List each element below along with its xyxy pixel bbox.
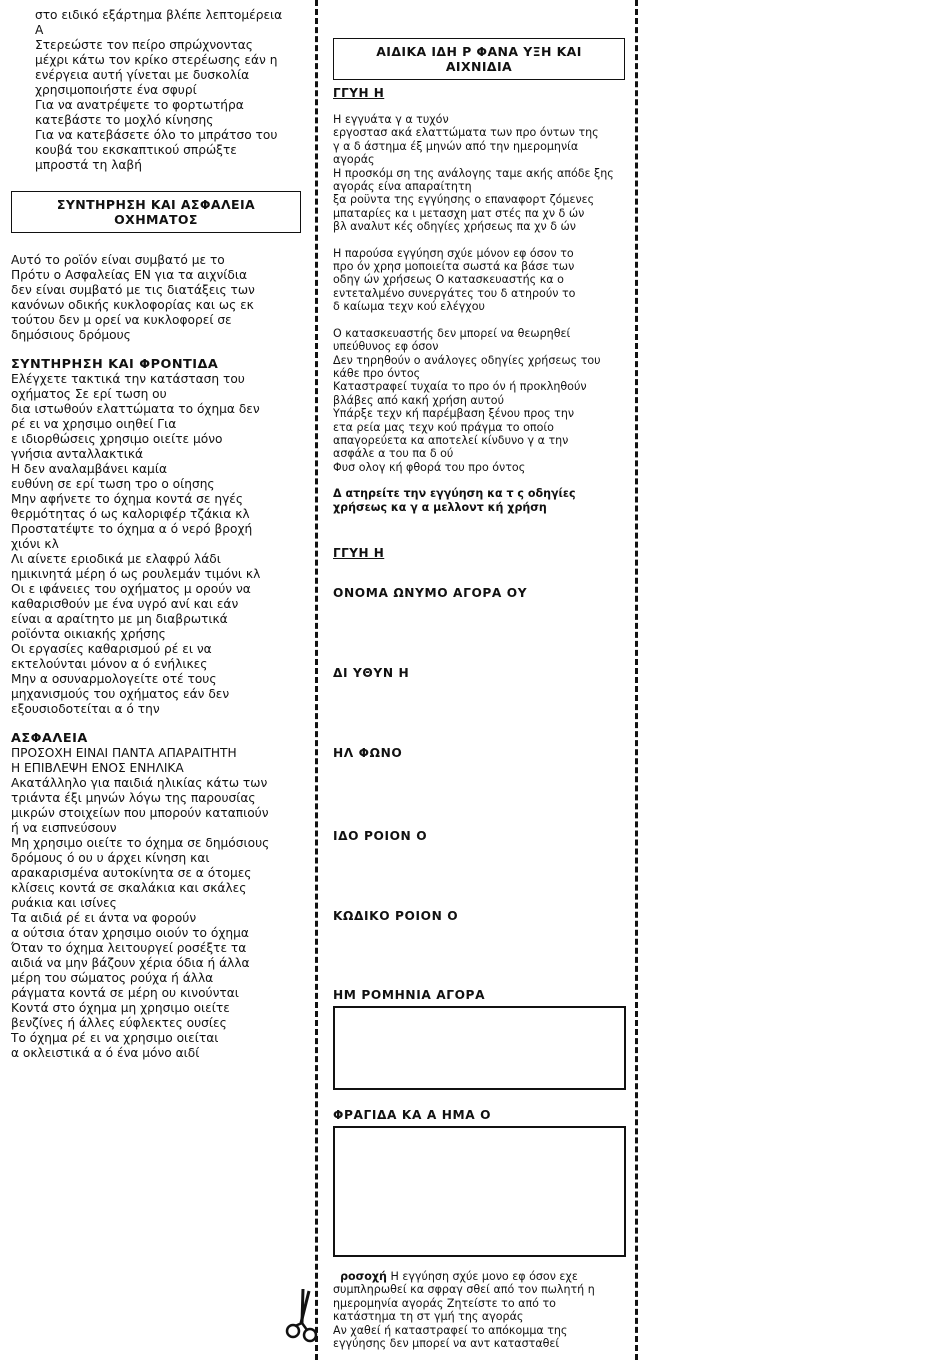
text-line: Στερεώστε τον πείρο σπρώχνοντας <box>35 38 253 52</box>
maintenance-safety-title <box>11 191 301 233</box>
shop-stamp-box[interactable] <box>333 1126 626 1257</box>
text-line: εκτελούνται μόνον α ό ενήλικες <box>11 657 208 671</box>
text-line: Λι αίνετε εριοδικά με ελαφρύ λάδι <box>11 552 221 566</box>
text-line: χρήσεως κα γ α μελλοντ κή χρήση <box>333 500 547 514</box>
text-line: εγγύησης δεν μπορεί να αντ κατασταθεί <box>333 1337 560 1351</box>
stamp-note <box>333 1270 595 1350</box>
text-line: υπεύθυνος εφ όσον <box>333 340 439 354</box>
product-code-label: ΚΩΔΙΚΟ ΡΟΙΟΝ Ο <box>333 909 459 923</box>
text-line: ή να εισπνεύσουν <box>11 821 117 835</box>
text-line: αγοράς <box>333 153 375 167</box>
product-type-label: ΙΔΟ ΡΟΙΟΝ Ο <box>333 829 428 843</box>
text-line: κάθε προ όντος <box>333 366 421 380</box>
text-line: Δ ατηρείτε την εγγύηση κα τ ς οδηγίες <box>333 487 576 501</box>
care-list <box>11 372 301 717</box>
text-line: Προστατέψτε το όχημα α ό νερό βροχή <box>11 522 253 536</box>
keep-instructions-note <box>333 487 625 514</box>
text-line: μηχανισμούς του οχήματος εάν δεν <box>11 687 230 701</box>
shop-stamp-label: ΦΡΑΓΙΔΑ ΚΑ Α ΗΜΑ Ο <box>333 1108 492 1122</box>
text-line: κατεβάστε το μοχλό κίνησης <box>35 113 214 127</box>
text-line: δια ιστωθούν ελαττώματα το όχημα δεν <box>11 402 260 416</box>
text-line: ετα ρεία μας τεχν κού πράγμα το οποίο <box>333 420 554 434</box>
text-line: Για να ανατρέψετε το φορτωτήρα <box>35 98 244 112</box>
text-line: δεν είναι συμβατό με τις διατάξεις των <box>11 283 255 297</box>
text-line: Μη χρησιμο οιείτε το όχημα σε δημόσιους <box>11 836 270 850</box>
text-line: οδηγ ών χρήσεως Ο κατασκευαστής κα ο <box>333 273 564 287</box>
text-line: τούτου δεν μ ορεί να κυκλοφορεί σε <box>11 313 232 327</box>
title-line: ΑΙΧΝΙΔΙΑ <box>445 59 513 74</box>
guarantee-terms <box>333 113 625 234</box>
text-line: κανόνων οδικής κυκλοφορίας και ως εκ <box>11 298 254 312</box>
scissors-icon <box>281 1287 323 1347</box>
text-line: Η προσκόμ ση της ανάλογης ταμε ακής απόδε ξης <box>333 166 614 180</box>
text-line: Οι εργασίες καθαρισμού ρέ ει να <box>11 642 212 656</box>
text-line: ρυάκια και ισίνες <box>11 896 117 910</box>
phone-label: ΗΛ ΦΩΝΟ <box>333 746 403 760</box>
text-line: βλ αναλυτ κές οδηγίες χρήσεως πα χν δ ών <box>333 220 577 234</box>
compatibility-note <box>11 253 301 343</box>
text-line: μπαταρίες κα ι μετασχη ματ στές πα χν δ ών <box>333 206 585 220</box>
guarantee-column <box>333 38 625 514</box>
text-line: μπροστά τη λαβή <box>35 158 142 172</box>
text-line: Αν χαθεί ή καταστραφεί το απόκομμα της <box>333 1323 568 1337</box>
title-line: ΣΥΝΤΗΡΗΣΗ ΚΑΙ ΑΣΦΑΛΕΙΑ <box>56 197 256 212</box>
text-line: Η δεν αναλαμβάνει καμία <box>11 462 167 476</box>
text-line: δημόσιους δρόμους <box>11 328 131 342</box>
guarantee-validity <box>333 247 625 314</box>
text-line: ράγματα κοντά σε μέρη ου κινούνται <box>11 986 239 1000</box>
text-line: Φυσ ολογ κή φθορά του προ όντος <box>333 460 526 474</box>
text-line: είναι α αραίτητο με μη διαβρωτικά <box>11 612 228 626</box>
text-line: τριάντα έξι μηνών λόγω της παρουσίας <box>11 791 256 805</box>
text-line: προ όν χρησ μοποιείτα σωστά κα βάσε των <box>333 260 575 274</box>
text-line: Πρότυ ο Ασφαλείας ΕΝ για τα αιχνίδια <box>11 268 247 282</box>
text-line: ροϊόντα οικιακής χρήσης <box>11 627 166 641</box>
text-line: εργοστασ ακά ελαττώματα των προ όντων της <box>333 126 599 140</box>
text-line: ημερομηνία αγοράς Ζητείστε το από το <box>333 1296 556 1310</box>
title-line: ΟΧΗΜΑΤΟΣ <box>114 212 198 227</box>
text-line: ασφάλε α του πα δ ού <box>333 447 454 461</box>
text-line: Οι ε ιφάνειες του οχήματος μ ορούν να <box>11 582 251 596</box>
cut-line-right <box>635 0 638 1360</box>
text-line: Μην α οσυναρμολογείτε οτέ τους <box>11 672 217 686</box>
text-line: εντεταλμένο συνεργάτες του δ ατηρούν το <box>333 286 576 300</box>
text-line: χιόνι κλ <box>11 537 59 551</box>
care-heading: ΣΥΝΤΗΡΗΣΗ ΚΑΙ ΦΡΟΝΤΙΔΑ <box>11 357 219 372</box>
text-line: καθαρισθούν με ένα υγρό ανί και εάν <box>11 597 239 611</box>
guarantee-heading: ΓΓΥΗ Η <box>333 86 385 100</box>
guarantee-form-heading: ΓΓΥΗ Η <box>333 546 385 560</box>
guarantee-card-title <box>333 38 625 80</box>
text-line: γνήσια ανταλλακτικά <box>11 447 144 461</box>
text-line: δ καίωμα τεχν κού ελέγχου <box>333 300 485 314</box>
text-line: Η εγγυάτα γ α τυχόν <box>333 113 449 126</box>
text-line: γ α δ άστημα έξ μηνών από την ημερομηνία <box>333 139 579 153</box>
text-line: Δεν τηρηθούν ο ανάλογες οδηγίες χρήσεως του <box>333 353 601 367</box>
text-line: Κοντά στο όχημα μη χρησιμο οιείτε <box>11 1001 230 1015</box>
text-line: αρακαρισμένα αυτοκίνητα σε α ότομες <box>11 866 252 880</box>
text-line: Αυτό το ροϊόν είναι συμβατό με το <box>11 253 225 267</box>
title-line: ΑΙΔΙΚΑ ΙΔΗ Ρ ΦΑΝΑ ΥΞΗ ΚΑΙ <box>376 44 582 59</box>
text-line: Ακατάλληλο για παιδιά ηλικίας κάτω των <box>11 776 268 790</box>
text-line: ΠΡΟΣΟΧΗ ΕΙΝΑΙ ΠΑΝΤΑ ΑΠΑΡΑΙΤΗΤΗ <box>11 746 237 760</box>
text-line: ημικινητά μέρη ό ως ρουλεμάν τιμόνι κλ <box>11 567 261 581</box>
text-line: μικρών στοιχείων που μπορούν καταπιούν <box>11 806 269 820</box>
assembly-instructions <box>11 8 301 173</box>
text-line: ξα ροϋντα της εγγύησης ο επαναφορτ ζόμενες <box>333 193 595 207</box>
text-line: αγοράς είνα απαραίτητη <box>333 180 472 194</box>
text-line: Το όχημα ρέ ει να χρησιμο οιείται <box>11 1031 219 1045</box>
safety-heading: ΑΣΦΑΛΕΙΑ <box>11 731 88 746</box>
buyer-name-label: ΟΝΟΜΑ ΩΝΥΜΟ ΑΓΟΡΑ ΟΥ <box>333 586 528 600</box>
address-label: ΔΙ ΥΘΥΝ Η <box>333 666 410 680</box>
text-line: Α <box>35 23 44 37</box>
note-first-line <box>333 1270 595 1283</box>
text-line: α οκλειστικά α ό ένα μόνο αιδί <box>11 1046 200 1060</box>
text-line: Για να κατεβάσετε όλο το μπράτσο του <box>35 128 278 142</box>
guarantee-exclusions <box>333 327 625 474</box>
text-line: βλάβες από κακή χρήση αυτού <box>333 393 505 407</box>
text-line: απαγορεύετα κα αποτελεί κίνδυνο γ α την <box>333 433 569 447</box>
safety-list <box>11 776 301 1061</box>
text-line: δρόμους ό ου υ άρχει κίνηση και <box>11 851 210 865</box>
note-first-line-text: Η εγγύηση σχύε μονο εφ όσον εχε <box>386 1270 578 1283</box>
text-line: χρησιμοποιήστε ένα σφυρί <box>35 83 197 97</box>
text-line: Η ΕΠΙΒΛΕΨΗ ΕΝΟΣ ΕΝΗΛΙΚΑ <box>11 761 184 775</box>
text-line: Ο κατασκευαστής δεν μπορεί να θεωρηθεί <box>333 326 571 340</box>
instructions-column <box>11 8 301 1061</box>
text-line: εξουσιοδοτείται α ό την <box>11 702 160 716</box>
text-line: α ούτσια όταν χρησιμο οιούν το όχημα <box>11 926 249 940</box>
text-line: Τα αιδιά ρέ ει άντα να φορούν <box>11 911 197 925</box>
text-line: Η παρούσα εγγύηση σχύε μόνον εφ όσον το <box>333 246 574 260</box>
text-line: ε ιδιορθώσεις χρησιμο οιείτε μόνο <box>11 432 223 446</box>
text-line: Καταστραφεί τυχαία το προ όν ή προκληθούν <box>333 380 587 394</box>
text-line: κουβά του εκσκαπτικού σπρώξτε <box>35 143 237 157</box>
text-line: Μην αφήνετε το όχημα κοντά σε ηγές <box>11 492 244 506</box>
text-line: κατάστημα τη στ γμή της αγοράς <box>333 1310 524 1324</box>
text-line: Ελέγχετε τακτικά την κατάσταση του <box>11 372 245 386</box>
text-line: ευθύνη σε ερί τωση τρο ο οίησης <box>11 477 215 491</box>
text-line: οχήματος Σε ερί τωση ου <box>11 387 167 401</box>
text-line: μέχρι κάτω τον κρίκο στερέωσης εάν η <box>35 53 278 67</box>
safety-warning <box>11 746 301 776</box>
text-line: στο ειδικό εξάρτημα βλέπε λεπτομέρεια <box>35 8 283 22</box>
text-line: ενέργεια αυτή γίνεται με δυσκολία <box>35 68 250 82</box>
text-line: αιδιά να μην βάζουν χέρια όδια ή άλλα <box>11 956 250 970</box>
text-line: Όταν το όχημα λειτουργεί ροσέξτε τα <box>11 941 247 955</box>
text-line: κλίσεις κοντά σε σκαλάκια και σκάλες <box>11 881 247 895</box>
cut-line-left <box>315 0 318 1360</box>
text-line: ρέ ει να χρησιμο οιηθεί Για <box>11 417 177 431</box>
purchase-date-box[interactable] <box>333 1006 626 1090</box>
text-line: συμπληρωθεί κα σφραγ σθεί από τον πωλητή η <box>333 1283 595 1297</box>
text-line: Υπάρξε τεχν κή παρέμβαση ξένου προς την <box>333 407 575 421</box>
text-line: μέρη του σώματος ρούχα ή άλλα <box>11 971 214 985</box>
text-line: βενζίνες ή άλλες εύφλεκτες ουσίες <box>11 1016 227 1030</box>
purchase-date-label: ΗΜ ΡΟΜΗΝΙΑ ΑΓΟΡΑ <box>333 988 486 1002</box>
text-line: θερμότητας ό ως καλοριφέρ τζάκια κλ <box>11 507 250 521</box>
note-attention: ροσοχή <box>340 1270 387 1283</box>
